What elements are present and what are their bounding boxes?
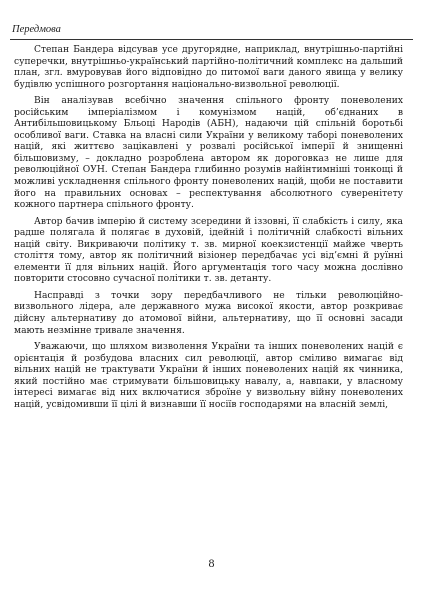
header-rule — [10, 39, 413, 40]
paragraph-2: Він аналізував всебічно значення спільного фронту поневолених російським імперіалізмом і комунізмом націй, об’єднаних в Антибільшовицькому Бльоці Народів (АБН), надаючи цій спільній боротьбі особливої ваги. Ставка на власні сили України у великому таборі поневолених націй, які життєво зацікавлені у розвалі російської імперії й знищенні більшовизму, – докладно розроблена автором як дороговказ не лише для революційної ОУН. Степан Бандера глибинно розумів найінтимніші тонкощі й можливі ускладнення спільного фронту поневолених націй, щоби не поставити його на правильних основах – респектування абсолютного суверенітету кожного партнера спільного фронту. — [14, 96, 403, 211]
page-number: 8 — [208, 556, 215, 570]
running-header: Передмова — [12, 24, 61, 35]
paragraph-4: Насправді з точки зору передбачливого не тільки революційно-визвольного лідера, але державного мужа високої якости, автор розкриває дійсну альтернативу до атомової війни, альтернативу, що її основні засади мають незмінне тривале значення. — [14, 290, 403, 336]
paragraph-1: Степан Бандера відсував усе другорядне, наприклад, внутрішньо-партійні суперечки, внутрішньо-український партійно-політичний комплекс на дальший план, згл. вмуровував його відповідно до питомої ваги даного явища у велику будівлю успішного розгортання національно-визвольної революції. — [14, 45, 403, 90]
body-text — [14, 45, 403, 416]
paragraph-5: Уважаючи, що шляхом визволення України та інших поневолених націй є орієнтація й розбудова власних сил революції, автор сміливо вимагає від вільних націй не трактувати України й інших поневолених націй як чинника, який постійно має стримувати більшовицьку навалу, а, навпаки, у власному інтересі вимагає від них включатися зброїне у визвольну війну поневолених націй, усвідомивши її цілі й визнавши її носіїв господарями на власній землі, — [14, 342, 403, 410]
paragraph-3: Автор бачив імперію й систему зсередини й іззовні, її слабкість і силу, яка радше полягала й полягає в духовій, ідейній і політичній слабкості вільних націй світу. Викриваючи політику т. зв. мирної коекзистенції майже чверть століття тому, автор як політичний візіонер передбачає усі від’ємні й руїнні елементи її для вільних націй. Його аргументація того часу можна дослівно повторити стосовно сучасної політики т. зв. детанту. — [14, 216, 403, 285]
